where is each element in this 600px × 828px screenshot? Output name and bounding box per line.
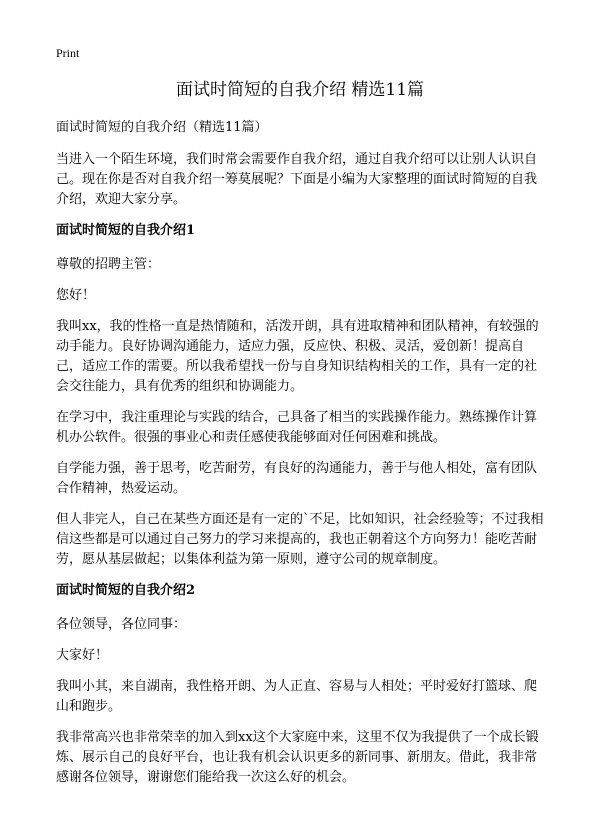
document-body [56, 118, 546, 799]
greeting: 大家好！ [56, 648, 109, 663]
document-title: 面试时简短的自我介绍 精选11篇 [175, 80, 425, 100]
print-link[interactable]: Print [56, 46, 80, 60]
document-subtitle: 面试时简短的自我介绍（精选11篇） [56, 120, 268, 135]
intro-paragraph: 当进入一个陌生环境，我们时常会需要作自我介绍，通过自我介绍可以让别人认识自己。现在你是否对自我介绍一筹莫展呢？下面是小编为大家整理的面试时简短的自我介绍，欢迎大家分享。 [56, 152, 538, 207]
body-paragraph: 自学能力强，善于思考，吃苦耐劳，有良好的沟通能力，善于与他人相处，富有团队合作精神，热爱运动。 [56, 461, 538, 496]
greeting: 您好！ [56, 288, 96, 303]
section-heading: 面试时简短的自我介绍1 [56, 223, 196, 238]
body-paragraph: 我非常高兴也非常荣幸的加入到xx这个大家庭中来，这里不仅为我提供了一个成长锻炼、展示自己的良好平台，也让我有机会认识更多的新同事、新朋友。借此，我非常感谢各位领导，谢谢您们能给我一次这么好的机会。 [56, 730, 539, 785]
body-paragraph: 在学习中，我注重理论与实践的结合，己具备了相当的实践操作能力。熟练操作计算机办公软件。很强的事业心和责任感使我能够面对任何困难和挑战。 [56, 410, 538, 445]
section-heading: 面试时简短的自我介绍2 [56, 583, 196, 598]
body-paragraph: 我叫xx，我的性格一直是热情随和，活泼开朗，具有进取精神和团队精神，有较强的动手能力。良好协调沟通能力，适应力强，反应快、积极、灵活，爱创新！提高自己，适应工作的需要。所以我希望找一份与自身知识结构相关的工作，具有一定的社会交往能力，具有优秀的组织和协调能力。 [56, 319, 539, 394]
body-paragraph: 我叫小其，来自湖南，我性格开朗、为人正直、容易与人相处；平时爱好打篮球、爬山和跑步。 [56, 679, 538, 714]
salutation: 各位领导，各位同事： [56, 617, 187, 632]
salutation: 尊敬的招聘主管： [56, 257, 161, 272]
body-paragraph: 但人非完人，自己在某些方面还是有一定的`不足，比如知识，社会经验等；不过我相信这些都是可以通过自己努力的学习来提高的，我也正朝着这个方向努力！能吃苦耐劳，愿从基层做起；以集体利益为第一原则，遵守公司的规章制度。 [56, 512, 544, 567]
